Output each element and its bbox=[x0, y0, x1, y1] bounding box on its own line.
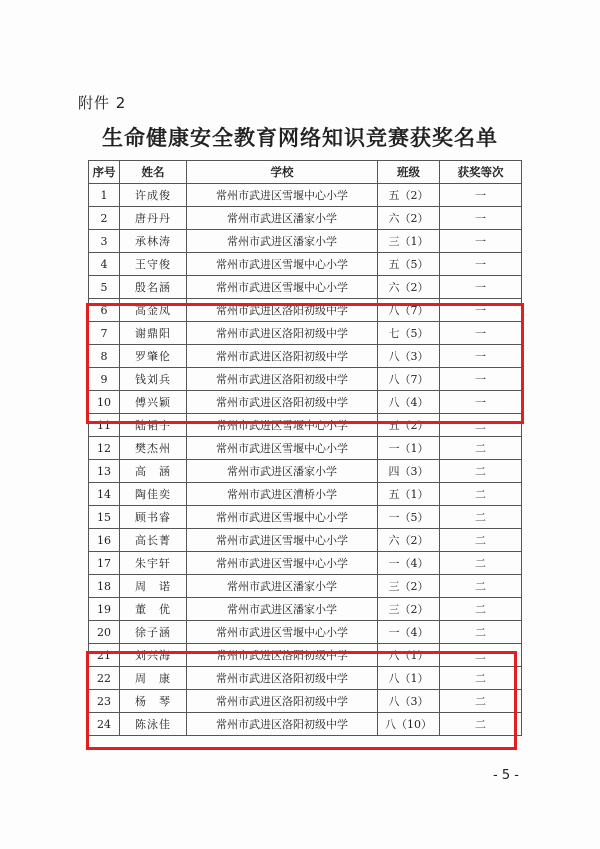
cell-name: 周 诺 bbox=[120, 575, 187, 598]
cell-award-level: 一 bbox=[440, 207, 522, 230]
table-row bbox=[89, 713, 522, 736]
cell-name: 殷名涵 bbox=[120, 276, 187, 299]
cell-number: 3 bbox=[89, 230, 120, 253]
table-row bbox=[89, 368, 522, 391]
cell-number: 20 bbox=[89, 621, 120, 644]
cell-class: 八（4） bbox=[378, 391, 440, 414]
cell-number: 7 bbox=[89, 322, 120, 345]
cell-name: 高 涵 bbox=[120, 460, 187, 483]
cell-name: 承林涛 bbox=[120, 230, 187, 253]
cell-school: 常州市武进区洛阳初级中学 bbox=[187, 690, 378, 713]
cell-name: 陆韬宇 bbox=[120, 414, 187, 437]
cell-school: 常州市武进区洛阳初级中学 bbox=[187, 644, 378, 667]
cell-class: 五（1） bbox=[378, 483, 440, 506]
cell-class: 八（1） bbox=[378, 667, 440, 690]
cell-number: 16 bbox=[89, 529, 120, 552]
cell-name: 许成俊 bbox=[120, 184, 187, 207]
cell-name: 樊杰州 bbox=[120, 437, 187, 460]
cell-number: 10 bbox=[89, 391, 120, 414]
header-school: 学校 bbox=[187, 161, 378, 184]
cell-school: 常州市武进区潘家小学 bbox=[187, 460, 378, 483]
cell-number: 22 bbox=[89, 667, 120, 690]
cell-award-level: 一 bbox=[440, 276, 522, 299]
cell-name: 傅兴颖 bbox=[120, 391, 187, 414]
cell-number: 1 bbox=[89, 184, 120, 207]
cell-school: 常州市武进区洛阳初级中学 bbox=[187, 299, 378, 322]
page-title: 生命健康安全教育网络知识竞赛获奖名单 bbox=[102, 126, 498, 150]
cell-school: 常州市武进区雪堰中心小学 bbox=[187, 276, 378, 299]
cell-award-level: 二 bbox=[440, 598, 522, 621]
table-row bbox=[89, 506, 522, 529]
cell-number: 11 bbox=[89, 414, 120, 437]
cell-name: 顾书睿 bbox=[120, 506, 187, 529]
cell-number: 8 bbox=[89, 345, 120, 368]
header-number: 序号 bbox=[89, 161, 120, 184]
cell-class: 五（2） bbox=[378, 414, 440, 437]
table-row bbox=[89, 483, 522, 506]
cell-school: 常州市武进区洛阳初级中学 bbox=[187, 391, 378, 414]
table-row bbox=[89, 322, 522, 345]
cell-school: 常州市武进区洛阳初级中学 bbox=[187, 713, 378, 736]
cell-number: 2 bbox=[89, 207, 120, 230]
cell-number: 4 bbox=[89, 253, 120, 276]
table-row bbox=[89, 667, 522, 690]
cell-class: 一（4） bbox=[378, 552, 440, 575]
cell-number: 9 bbox=[89, 368, 120, 391]
table-row bbox=[89, 207, 522, 230]
table-header-row bbox=[89, 161, 522, 184]
cell-class: 一（1） bbox=[378, 437, 440, 460]
page-number: - 5 - bbox=[493, 768, 519, 783]
table-row bbox=[89, 460, 522, 483]
cell-class: 五（5） bbox=[378, 253, 440, 276]
cell-school: 常州市武进区洛阳初级中学 bbox=[187, 368, 378, 391]
cell-award-level: 二 bbox=[440, 506, 522, 529]
cell-class: 四（3） bbox=[378, 460, 440, 483]
cell-class: 八（3） bbox=[378, 345, 440, 368]
table-body bbox=[89, 184, 522, 736]
cell-class: 三（1） bbox=[378, 230, 440, 253]
cell-number: 23 bbox=[89, 690, 120, 713]
cell-class: 八（3） bbox=[378, 690, 440, 713]
cell-award-level: 二 bbox=[440, 667, 522, 690]
cell-award-level: 二 bbox=[440, 529, 522, 552]
cell-school: 常州市武进区雪堰中心小学 bbox=[187, 621, 378, 644]
cell-school: 常州市武进区雪堰中心小学 bbox=[187, 529, 378, 552]
cell-school: 常州市武进区雪堰中心小学 bbox=[187, 253, 378, 276]
table-row bbox=[89, 391, 522, 414]
cell-class: 六（2） bbox=[378, 529, 440, 552]
cell-class: 七（5） bbox=[378, 322, 440, 345]
cell-class: 八（7） bbox=[378, 368, 440, 391]
cell-name: 杨 琴 bbox=[120, 690, 187, 713]
cell-award-level: 二 bbox=[440, 414, 522, 437]
cell-award-level: 二 bbox=[440, 483, 522, 506]
cell-class: 八（10） bbox=[378, 713, 440, 736]
cell-class: 一（5） bbox=[378, 506, 440, 529]
header-award-level: 获奖等次 bbox=[440, 161, 522, 184]
cell-award-level: 一 bbox=[440, 184, 522, 207]
cell-school: 常州市武进区潘家小学 bbox=[187, 598, 378, 621]
cell-number: 24 bbox=[89, 713, 120, 736]
table-row bbox=[89, 253, 522, 276]
cell-class: 一（4） bbox=[378, 621, 440, 644]
cell-class: 八（1） bbox=[378, 644, 440, 667]
cell-award-level: 一 bbox=[440, 345, 522, 368]
cell-award-level: 二 bbox=[440, 690, 522, 713]
cell-award-level: 二 bbox=[440, 552, 522, 575]
table-row bbox=[89, 230, 522, 253]
cell-name: 罗肇伦 bbox=[120, 345, 187, 368]
cell-school: 常州市武进区洛阳初级中学 bbox=[187, 322, 378, 345]
cell-award-level: 一 bbox=[440, 368, 522, 391]
cell-award-level: 一 bbox=[440, 391, 522, 414]
cell-award-level: 二 bbox=[440, 460, 522, 483]
cell-number: 13 bbox=[89, 460, 120, 483]
table-row bbox=[89, 621, 522, 644]
attachment-label: 附件 2 bbox=[78, 94, 127, 112]
cell-award-level: 一 bbox=[440, 253, 522, 276]
cell-name: 徐子涵 bbox=[120, 621, 187, 644]
table-row bbox=[89, 414, 522, 437]
cell-number: 6 bbox=[89, 299, 120, 322]
cell-school: 常州市武进区潘家小学 bbox=[187, 207, 378, 230]
cell-name: 唐丹丹 bbox=[120, 207, 187, 230]
cell-school: 常州市武进区洛阳初级中学 bbox=[187, 345, 378, 368]
cell-school: 常州市武进区潘家小学 bbox=[187, 575, 378, 598]
cell-award-level: 二 bbox=[440, 575, 522, 598]
cell-name: 谢鼎阳 bbox=[120, 322, 187, 345]
cell-name: 高金凤 bbox=[120, 299, 187, 322]
cell-class: 五（2） bbox=[378, 184, 440, 207]
cell-school: 常州市武进区雪堰中心小学 bbox=[187, 552, 378, 575]
cell-number: 12 bbox=[89, 437, 120, 460]
cell-class: 三（2） bbox=[378, 575, 440, 598]
cell-name: 董 优 bbox=[120, 598, 187, 621]
cell-award-level: 一 bbox=[440, 322, 522, 345]
cell-class: 六（2） bbox=[378, 207, 440, 230]
cell-award-level: 二 bbox=[440, 644, 522, 667]
table-row bbox=[89, 644, 522, 667]
cell-class: 六（2） bbox=[378, 276, 440, 299]
cell-number: 14 bbox=[89, 483, 120, 506]
cell-award-level: 二 bbox=[440, 713, 522, 736]
cell-award-level: 一 bbox=[440, 299, 522, 322]
cell-school: 常州市武进区雪堰中心小学 bbox=[187, 506, 378, 529]
cell-award-level: 二 bbox=[440, 437, 522, 460]
header-class: 班级 bbox=[378, 161, 440, 184]
cell-number: 19 bbox=[89, 598, 120, 621]
cell-school: 常州市武进区雪堰中心小学 bbox=[187, 414, 378, 437]
cell-number: 17 bbox=[89, 552, 120, 575]
cell-number: 5 bbox=[89, 276, 120, 299]
header-name: 姓名 bbox=[120, 161, 187, 184]
table-row bbox=[89, 437, 522, 460]
table-row bbox=[89, 552, 522, 575]
table-row bbox=[89, 690, 522, 713]
cell-name: 朱宇轩 bbox=[120, 552, 187, 575]
cell-school: 常州市武进区雪堰中心小学 bbox=[187, 184, 378, 207]
cell-school: 常州市武进区潘家小学 bbox=[187, 230, 378, 253]
award-table bbox=[88, 160, 522, 736]
cell-name: 高长菁 bbox=[120, 529, 187, 552]
cell-class: 三（2） bbox=[378, 598, 440, 621]
table-row bbox=[89, 184, 522, 207]
cell-name: 刘兴海 bbox=[120, 644, 187, 667]
cell-number: 18 bbox=[89, 575, 120, 598]
cell-name: 王守俊 bbox=[120, 253, 187, 276]
table-row bbox=[89, 598, 522, 621]
cell-number: 15 bbox=[89, 506, 120, 529]
cell-name: 周 康 bbox=[120, 667, 187, 690]
cell-name: 陶佳奕 bbox=[120, 483, 187, 506]
cell-school: 常州市武进区漕桥小学 bbox=[187, 483, 378, 506]
cell-award-level: 二 bbox=[440, 621, 522, 644]
cell-school: 常州市武进区雪堰中心小学 bbox=[187, 437, 378, 460]
cell-class: 八（7） bbox=[378, 299, 440, 322]
table-row bbox=[89, 575, 522, 598]
cell-name: 陈泳佳 bbox=[120, 713, 187, 736]
cell-school: 常州市武进区洛阳初级中学 bbox=[187, 667, 378, 690]
table-row bbox=[89, 276, 522, 299]
cell-name: 钱刘兵 bbox=[120, 368, 187, 391]
table-row bbox=[89, 299, 522, 322]
cell-number: 21 bbox=[89, 644, 120, 667]
table-row bbox=[89, 345, 522, 368]
cell-award-level: 一 bbox=[440, 230, 522, 253]
table-row bbox=[89, 529, 522, 552]
